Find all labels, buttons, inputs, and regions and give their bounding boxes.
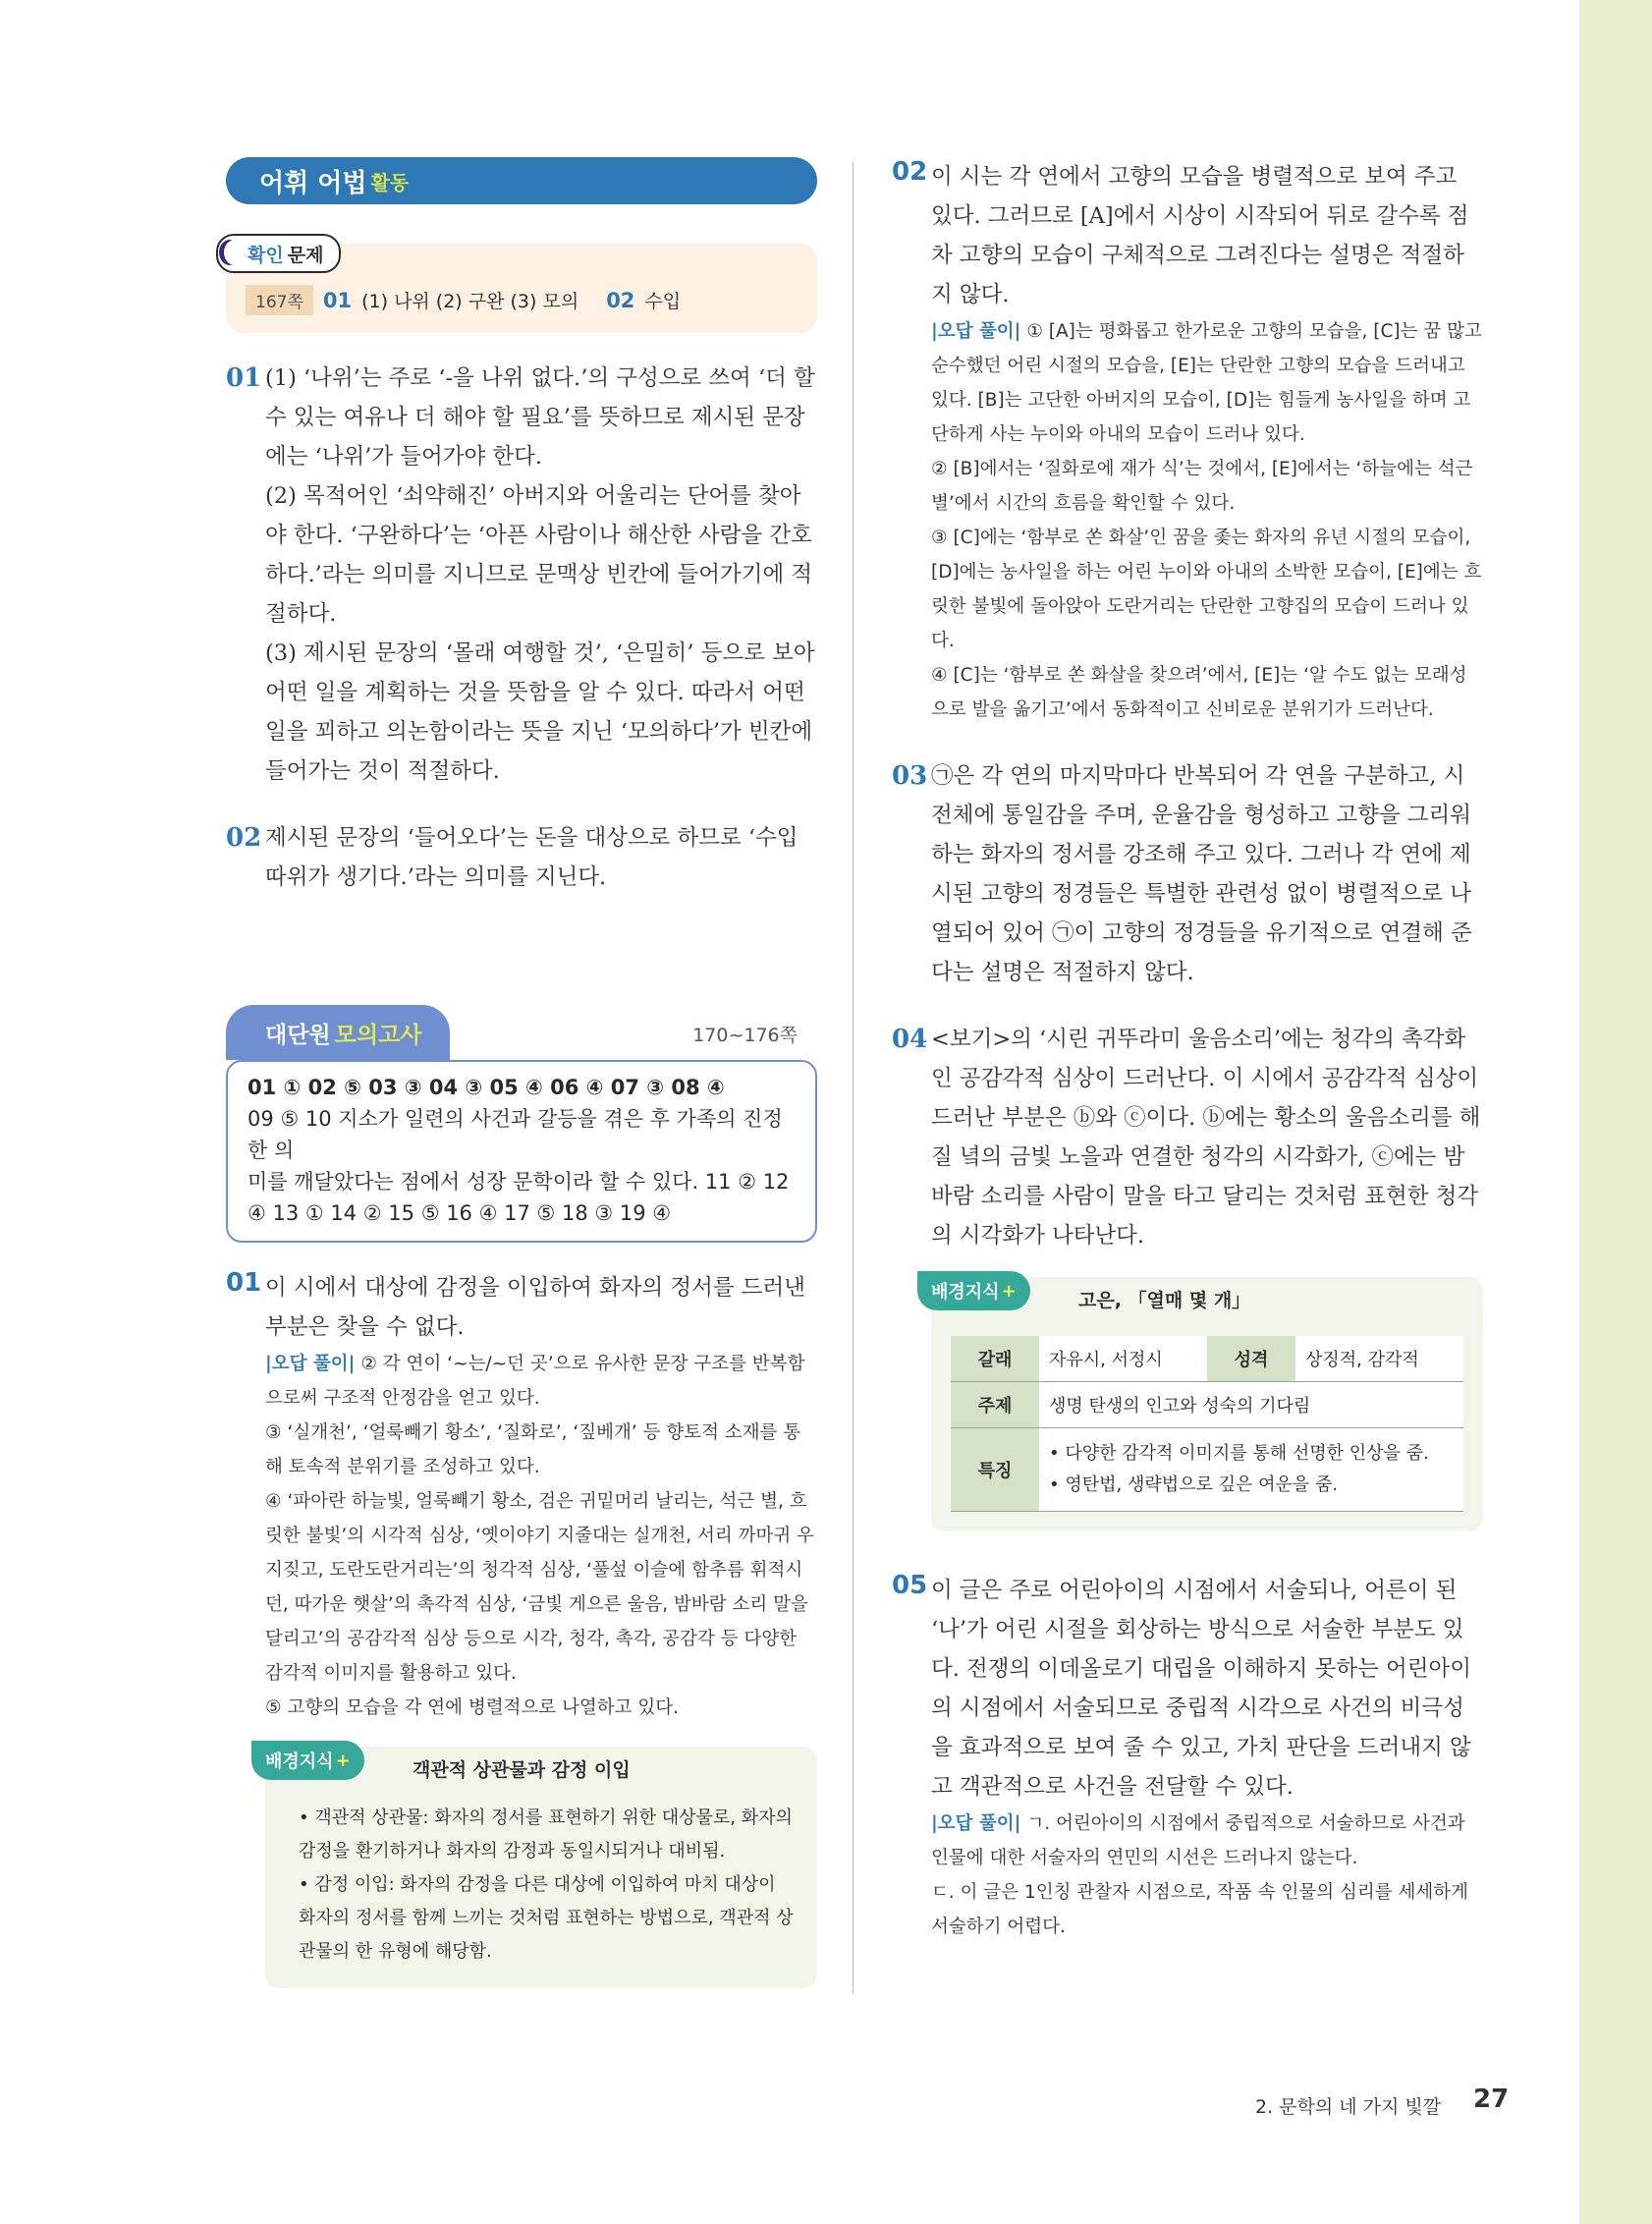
table-label: 성격 (1207, 1336, 1295, 1382)
exam-header (226, 1005, 817, 1060)
question-number: 03 (892, 761, 928, 791)
exam-title (226, 1005, 450, 1060)
odap-text: ㄷ. 이 글은 1인칭 관찰자 시점으로, 작품 속 인물의 심리를 세세하게 서술하기 어렵다. (931, 1882, 1468, 1937)
explanation-text: (2) 목적어인 ‘쇠약해진’ 아버지와 어울리는 단어를 찾아야 한다. ‘구완하다’는 ‘아픈 사람이나 해산한 사람을 간호하다.’라는 의미를 지니므로 문맥상 빈칸에 들어가기에 적절하다. (265, 483, 813, 627)
odap-text: ④ [C]는 ‘함부로 쏜 화살을 찾으려’에서, [E]는 ‘알 수도 없는 모래성으로 발을 옮기고’에서 동화적이고 신비로운 분위기가 드러난다. (931, 665, 1467, 720)
table-label: 특징 (951, 1428, 1039, 1512)
check-label-a: 확인 (248, 244, 284, 266)
explanation-text: 이 시에서 대상에 감정을 이입하여 화자의 정서를 드러낸 부분은 찾을 수 없다. (265, 1275, 805, 1340)
table-cell (1039, 1428, 1463, 1512)
table-label: 갈래 (951, 1336, 1039, 1382)
exam-title-a: 대단원 (265, 1022, 331, 1048)
check-answers (246, 285, 798, 315)
right-column (892, 157, 1483, 1944)
odap-text: ③ ‘실개천’, ‘얼룩빼기 황소’, ‘질화로’, ‘짚베개’ 등 향토적 소재를 통해 토속적 분위기를 조성하고 있다. (265, 1422, 801, 1477)
question-number: 02 (892, 157, 928, 187)
background-bullets (285, 1802, 798, 1969)
left-column (226, 157, 817, 1988)
odap-text: ② 각 연이 ‘~는/~던 곳’으로 유사한 문장 구조를 반복함으로써 구조적 안정감을 얻고 있다. (265, 1354, 805, 1409)
exam-answers-line: 01 ① 02 ⑤ 03 ③ 04 ③ 05 ④ 06 ④ 07 ③ 08 ④ (248, 1076, 725, 1099)
odap-tag: |오답 풀이| (265, 1354, 356, 1374)
page-chip: 167쪽 (246, 285, 313, 315)
question-number: 05 (892, 1571, 928, 1600)
vocab-q01 (226, 359, 817, 791)
exam-answer-box (226, 1060, 817, 1243)
page-number: 27 (1473, 2085, 1510, 2114)
check-label-b: 문제 (287, 244, 324, 266)
feature-text: 영탄법, 생략법으로 깊은 여운을 줌. (1065, 1474, 1339, 1495)
question-number: 04 (892, 1025, 928, 1054)
vocab-q02 (226, 818, 817, 897)
feature-text: 다양한 감각적 이미지를 통해 선명한 인상을 줌. (1065, 1443, 1429, 1464)
bullet-item: • 감정 이입: 화자의 감정을 다른 대상에 이입하여 마치 대상이 화자의 정서를 함께 느끼는 것처럼 표현하는 방법으로, 객관적 상관물의 한 유형에 해당함. (299, 1868, 798, 1969)
check-problem-tab (216, 234, 341, 273)
question-number: 01 (226, 363, 262, 393)
exam-q04 (892, 1020, 1483, 1255)
exam-q02 (892, 157, 1483, 727)
exam-q05 (892, 1571, 1483, 1944)
table-cell: 자유시, 서정시 (1039, 1336, 1207, 1382)
background-tab (251, 1741, 364, 1780)
background-title: 고은, 「열매 몇 개」 (1078, 1290, 1251, 1311)
background-knowledge-box (931, 1277, 1483, 1531)
exam-q03 (892, 756, 1483, 992)
feature-item: • 다양한 감각적 이미지를 통해 선명한 인상을 줌. (1049, 1443, 1429, 1464)
exam-q01 (226, 1268, 817, 1725)
crescent-icon (224, 240, 246, 265)
side-color-strip (1579, 0, 1652, 2224)
wrong-answer-explanation (931, 314, 1483, 727)
table-row (951, 1382, 1463, 1428)
table-cell: 상징적, 감각적 (1295, 1336, 1463, 1382)
plus-icon: + (1001, 1280, 1017, 1302)
background-title: 객관적 상관물과 감정 이입 (413, 1759, 631, 1781)
answer-num: 02 (606, 288, 635, 312)
vocab-section-header (226, 157, 817, 204)
background-knowledge-box (265, 1747, 817, 1988)
table-label: 주제 (951, 1382, 1039, 1428)
table-cell: 생명 탄생의 인고와 성숙의 기다림 (1039, 1382, 1463, 1428)
answer-text: (1) 나위 (2) 구완 (3) 모의 (361, 291, 579, 312)
odap-text: ① [A]는 평화롭고 한가로운 고향의 모습을, [C]는 꿈 많고 순수했던 어린 시절의 모습을, [E]는 단란한 고향의 모습을 드러내고 있다. [B]는 고단한 아버지의 모습이, [D]는 힘들게 농사일을 하며 고단하게 사는 누이와 아내의 모습이 드러나 있다. (931, 321, 1482, 445)
question-number: 01 (226, 1268, 262, 1298)
plus-icon: + (335, 1750, 351, 1771)
exam-pages: 170~176쪽 (692, 1025, 798, 1046)
background-tab (917, 1271, 1030, 1310)
odap-text: ③ [C]에는 ‘함부로 쏜 화살’인 꿈을 좇는 화자의 유년 시절의 모습이, [D]에는 농사일을 하는 어린 누이와 아내의 소박한 모습이, [E]에는 흐릿한 불빛에 돌아앉아 도란거리는 단란한 고향집의 모습이 드러나 있다. (931, 528, 1482, 651)
table-row (951, 1428, 1463, 1512)
explanation-text: <보기>의 ‘시린 귀뚜라미 울음소리’에는 청각의 촉각화인 공감각적 심상이 드러난다. 이 시에서 공감각적 심상이 드러난 부분은 ⓑ와 ⓒ이다. ⓑ에는 황소의 울음소리를 해 질 녘의 금빛 노을과 연결한 청각의 시각화가, ⓒ에는 밤바람 소리를 사람이 말을 타고 달리는 것처럼 표현한 청각의 시각화가 나타난다. (931, 1027, 1481, 1249)
odap-text: ⑤ 고향의 모습을 각 연에 병렬적으로 나열하고 있다. (265, 1697, 680, 1718)
explanation-text: 제시된 문장의 ‘들어오다’는 돈을 대상으로 하므로 ‘수입 따위가 생기다.’라는 의미를 지닌다. (265, 825, 798, 890)
odap-tag: |오답 풀이| (931, 1813, 1021, 1834)
exam-answers-line: 09 ⑤ 10 지소가 일련의 사건과 갈등을 겪은 후 가족의 진정한 의 (248, 1107, 783, 1162)
explanation-text: (1) ‘나위’는 주로 ‘-을 나위 없다.’의 구성으로 쓰여 ‘더 할 수 있는 여유나 더 해야 할 필요’를 뜻하므로 제시된 문장에는 ‘나위’가 들어가야 한다. (265, 365, 815, 470)
work-summary-table (951, 1336, 1463, 1512)
check-problem-box (226, 244, 817, 333)
odap-text: ㄱ. 어린아이의 시점에서 중립적으로 서술하므로 사건과 인물에 대한 서술자의 연민의 시선은 드러나지 않는다. (931, 1813, 1465, 1868)
wrong-answer-explanation (931, 1807, 1483, 1944)
odap-text: ② [B]에서는 ‘질화로에 재가 식’는 것에서, [E]에서는 ‘하늘에는 석근 별’에서 시간의 흐름을 확인할 수 있다. (931, 459, 1473, 514)
chapter-footer: 2. 문학의 네 가지 빛깔 (1255, 2096, 1442, 2118)
explanation-text: 이 시는 각 연에서 고향의 모습을 병렬적으로 보여 주고 있다. 그러므로 [A]에서 시상이 시작되어 뒤로 갈수록 점차 고향의 모습이 구체적으로 그려진다는 설명은 적절하지 않다. (931, 164, 1469, 307)
wrong-answer-explanation (265, 1347, 817, 1725)
bullet-item: • 객관적 상관물: 화자의 정서를 표현하기 위한 대상물로, 화자의 감정을 환기하거나 화자의 감정과 동일시되거나 대비됨. (299, 1802, 798, 1868)
exam-section (226, 1005, 817, 1243)
explanation-text: ㉠은 각 연의 마지막마다 반복되어 각 연을 구분하고, 시 전체에 통일감을 주며, 운율감을 형성하고 고향을 그리워하는 화자의 정서를 강조해 주고 있다. 그러나 각 연에 제시된 고향의 정경들은 특별한 관련성 없이 병렬적으로 나열되어 있어 ㉠이 고향의 정경들을 유기적으로 연결해 준다는 설명은 적절하지 않다. (931, 763, 1472, 985)
odap-text: ④ ‘파아란 하늘빛, 얼룩빼기 황소, 검은 귀밑머리 날리는, 석근 별, 흐릿한 불빛’의 시각적 심상, ‘옛이야기 지줄대는 실개천, 서리 까마귀 우지짖고, 도란도란거리는’의 청각적 심상, ‘풀섶 이슬에 함추름 휘적시던, 따가운 햇살’의 촉각적 심상, ‘금빛 게으른 울음, 밤바람 소리 말을 달리고’의 공감각적 심상 등으로 시각, 청각, 촉각, 공감각 등 다양한 감각적 이미지를 활용하고 있다. (265, 1491, 814, 1684)
feature-item: • 영탄법, 생략법으로 깊은 여운을 줌. (1049, 1474, 1339, 1495)
explanation-text: 이 글은 주로 어린아이의 시점에서 서술되나, 어른이 된 ‘나’가 어린 시절을 회상하는 방식으로 서술한 부분도 있다. 전쟁의 이데올로기 대립을 이해하지 못하는 어린아이의 시점에서 서술되므로 중립적 시각으로 사건의 비극성을 효과적으로 보여 줄 수 있고, 가치 판단을 드러내지 않고 객관적으로 사건을 전달할 수 있다. (931, 1578, 1471, 1800)
answer-num: 01 (322, 288, 353, 312)
answer-text: 수입 (644, 291, 682, 312)
background-tab-label: 배경지식 (265, 1751, 334, 1772)
column-divider (853, 162, 854, 1994)
exam-answers-line: ④ 13 ① 14 ② 15 ⑤ 16 ④ 17 ⑤ 18 ③ 19 ④ (248, 1201, 672, 1225)
vocab-header-title: 어휘 어법 (259, 168, 367, 198)
odap-tag: |오답 풀이| (931, 321, 1021, 342)
explanation-text: (3) 제시된 문장의 ‘몰래 여행할 것’, ‘은밀히’ 등으로 보아 어떤 일을 계획하는 것을 뜻함을 알 수 있다. 따라서 어떤 일을 꾀하고 의논함이라는 뜻을 지닌 ‘모의하다’가 빈칸에 들어가는 것이 적절하다. (265, 640, 815, 784)
exam-answers-line: 미를 깨달았다는 점에서 성장 문학이라 할 수 있다. 11 ② 12 (248, 1170, 790, 1194)
exam-title-b: 모의고사 (334, 1022, 422, 1048)
background-tab-label: 배경지식 (931, 1282, 1000, 1303)
question-number: 02 (226, 823, 262, 853)
table-row (951, 1336, 1463, 1382)
vocab-header-sub: 활동 (370, 170, 410, 195)
